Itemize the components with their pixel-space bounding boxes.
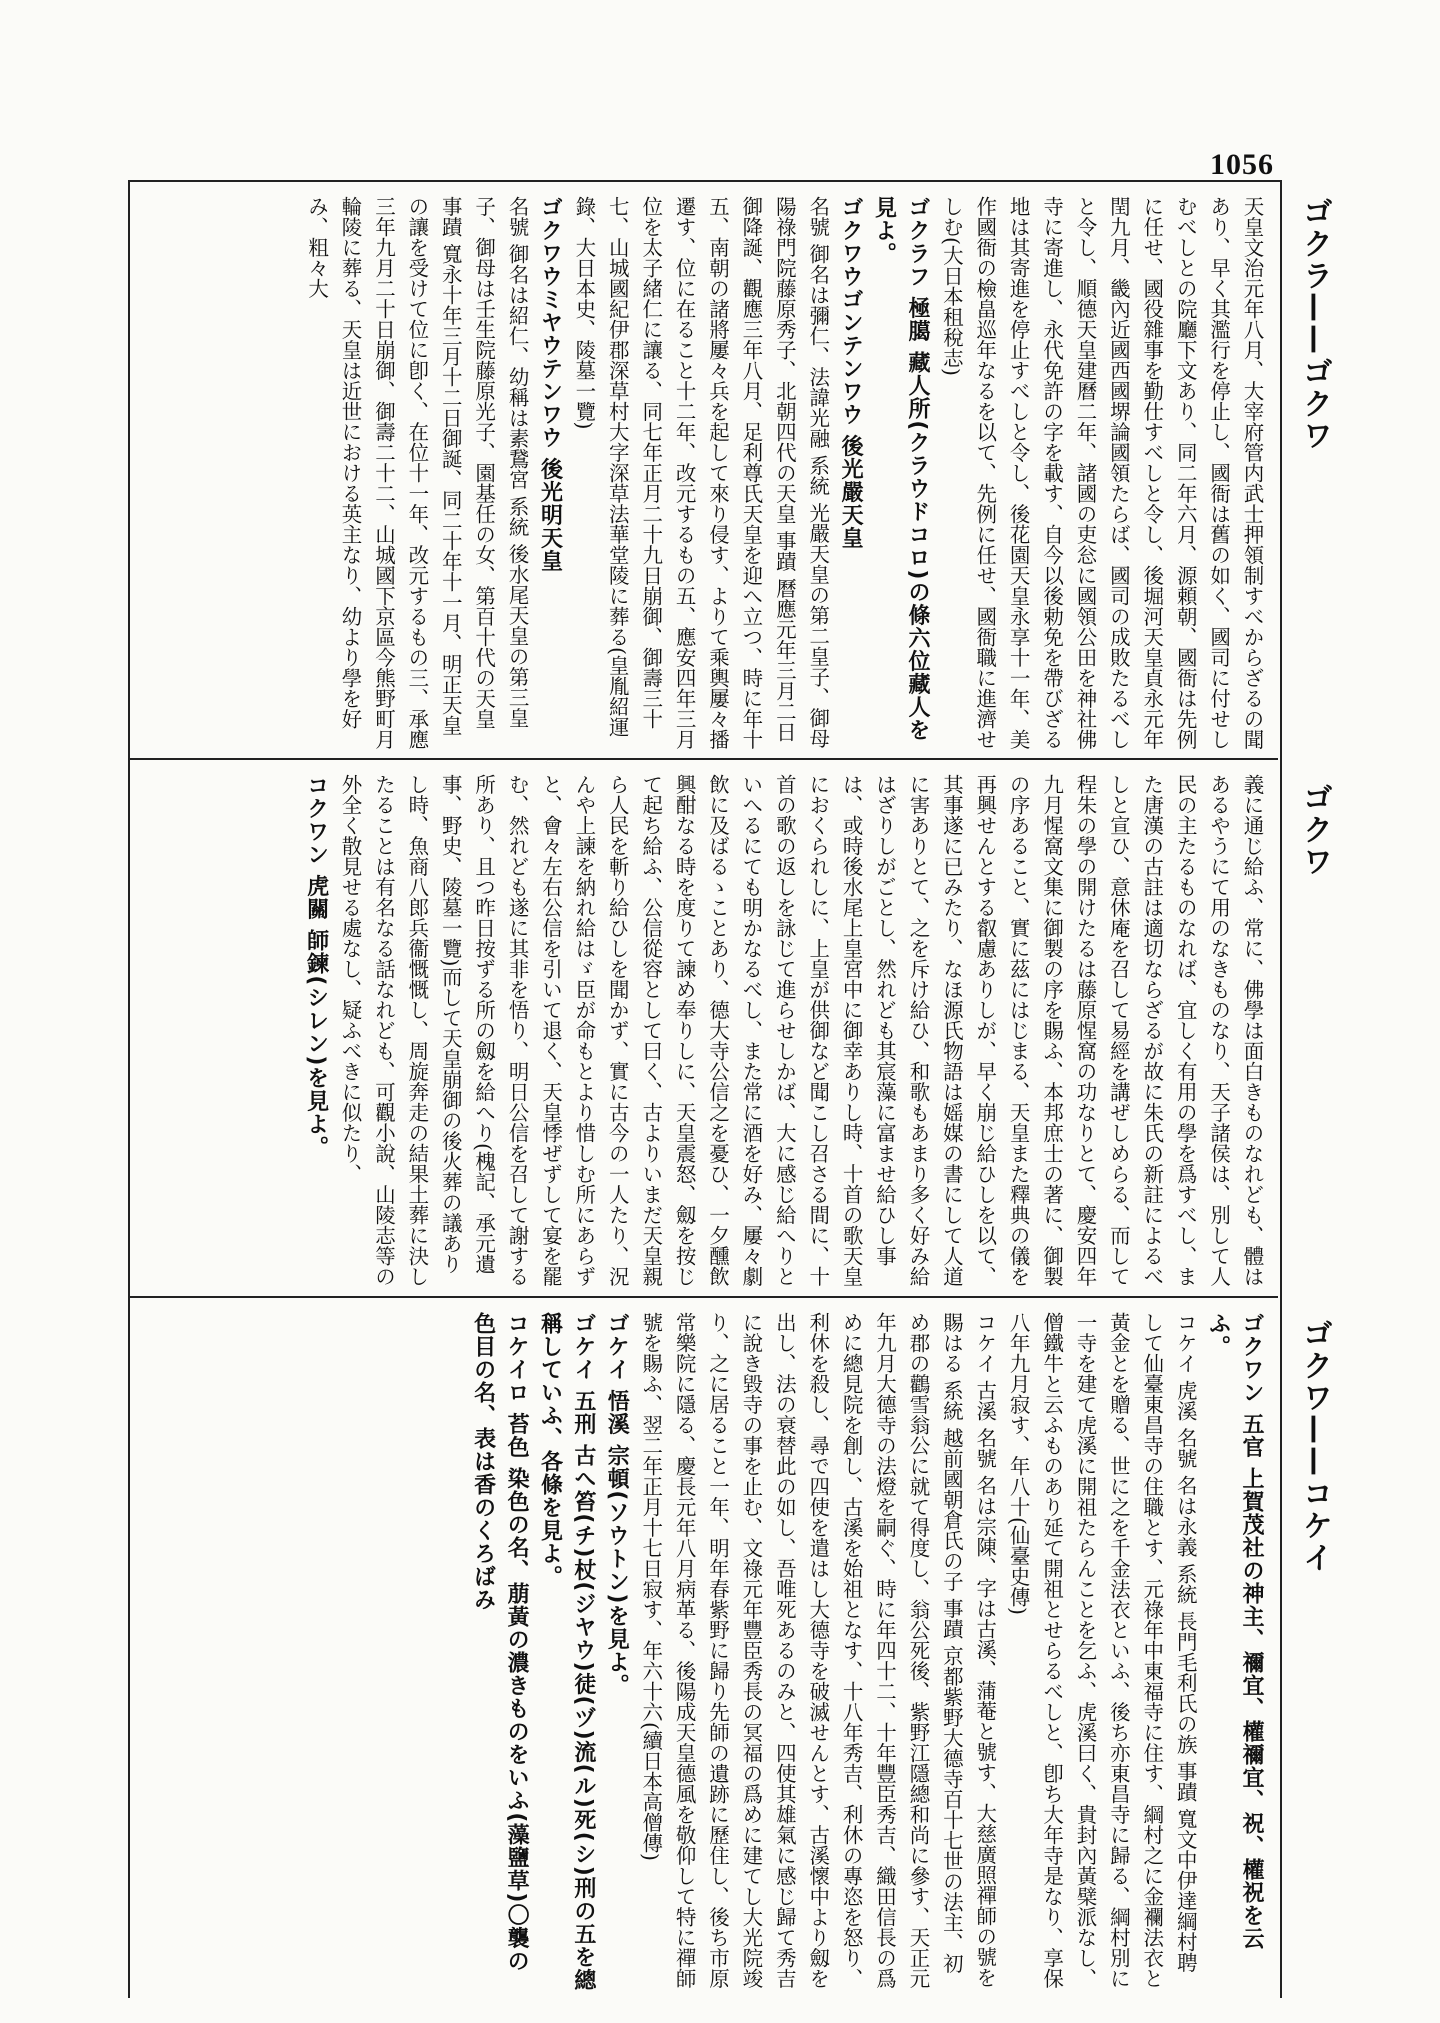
entry-text: 名號 御名は紹仁、幼稱は素鵞宮 系統 後水尾天皇の第三皇子、御母は壬生院藤原光子、園基任の女、第百十代の天皇 事蹟 寬永十年三月十二日御誕、同二十年十一月、明正天皇の讓を受けて位に卽く、在位十一年、改元するもの三、承應三年九月二十日崩御、御壽二十二、山城國下京區今熊野町月輪陵に葬る、天皇は近世における英主なり、幼より學を好み、粗々大	[304, 196, 530, 750]
entry-text: 義に通じ給ふ、常に、佛學は面白きものなれども、體はあるやうにて用のなきものなり、天子諸侯は、別して人民の主たるものなれば、宜しく有用の學を爲すべし、また唐漢の古註は適切ならざるが故に朱氏の新註によるべしと宣ひ、意休庵を召して易經を講ぜしめらる、而して程朱の學の開けたるは藤原惺窩の功なりとて、慶安四年九月惺窩文集に御製の序を賜ふ、本邦庶士の著に、御製の序あること、實に茲にはじまる、天皇また釋典の儀を再興せんとする叡慮ありしが、早く崩じ給ひしを以て、其事遂に已みたり、なほ源氏物語は媱媒の書にして人道に害ありとて、之を斥け給ひ、和歌もあまり多く好み給はざりしがごとし、然れども其宸藻に富ませ給ひし事は、或時後水尾上皇宮中に御幸ありし時、十首の歌天皇におくられしに、上皇が供御など聞こし召さる間に、十首の歌の返しを詠じて進らせしかば、大に感じ給へりといへるにても明かなるべし、また常に酒を好み、屢々劇飲に及ばるゝことあり、德大寺公信之を憂ひ、一夕醺飲興酣なる時を度りて諫め奉りしに、天皇震怒、劔を按じて起ち給ふ、公信從容として曰く、古よりいまだ天皇親ら人民を斬り給ひしを聞かず、實に古今の一人たり、況んや上諫を納れ給はゞ臣が命もとより惜しむ所にあらずと、會々左右公信を引いて退く、天皇悸ぜずして宴を罷む、然れども遂に其非を悟り、明日公信を召して謝する所あり、且つ昨日按ずる所の劔を給へり(槐記、承元遺事、野史、陵墓一覽)而して天皇崩御の後火葬の議ありし時、魚商八郎兵衞慨慨し、周旋奔走の結果土葬に決したることは有名なる話なれども、可觀小說、山陵志等の外全く散見せる處なし、疑ふべきに似たり、	[338, 774, 1264, 1287]
running-head-2: ゴクワ	[1297, 782, 1332, 878]
section-divider-1	[128, 758, 1278, 760]
entry-headword: ゴクワン 五官 上賀茂社の神主、禰宜、權禰宜、祝、權祝を云ふ。	[1205, 1312, 1264, 1951]
entry-headword: ゴクラフ 極臈 藏人所(クラウドコロ)の條六位藏人を見よ。	[871, 196, 930, 742]
entry-headword: ゴクワウゴンテンワウ 後光嚴天皇	[838, 196, 864, 550]
entry-headword: ゴケイ 悟溪 宗頓(ソウトン)を見よ。	[604, 1312, 630, 1697]
section-3	[140, 1312, 1268, 1992]
entry-headword: ゴクワウミヤウテンワウ 後光明天皇	[537, 196, 563, 573]
entry-headword: コクワン 虎關 師鍊(シレン)を見よ。	[303, 774, 329, 1159]
entry-text: コケイ 虎溪 名號 名は永義 系統 長門毛利氏の族 事蹟 寬文中伊達綱村聘して仙臺東昌寺の住職とす、元祿年中東福寺に住す、綱村之に金襴法衣と黃金とを贈る、世に之を千金法衣といふ、後ち亦東昌寺に歸る、綱村別に一寺を建て虎溪に開祖たらんことを乞ふ、虎溪曰く、貴封內黃檗派なし、僧鐵牛と云ふものあり延て開祖とせらるべしと、卽ち大年寺是なり、享保八年九月寂す、年八十(仙臺史傳)	[1006, 1312, 1198, 1989]
running-head-1: ゴクラ——ゴクワ	[1297, 196, 1332, 452]
section-1	[140, 196, 1268, 752]
entry-text: 天皇文治元年八月、大宰府管内武士押領制すべからざるの聞あり、早く其濫行を停止し、國衙は舊の如く、國司に付せしむべしとの院廳下文あり、同二年六月、源頼朝、國衙は先例に任せ、國役雜事を勤仕すべしと令し、後堀河天皇貞永元年閏九月、畿內近國西國堺論國領たらば、國司の成敗たるべしと令し、順德天皇建曆二年、諸國の吏忩に國領公田を神社佛寺に寄進し、永代免許の字を載す、自今以後勅免を帶びざる地は其寄進を停止すべしと令し、後花園天皇永享十一年、美作國衙の檢畠巡年なるを以て、先例に任せ、國衙職に進濟せしむ(大日本租稅志)	[939, 196, 1264, 750]
running-head-3: ゴクワ——コケイ	[1297, 1318, 1332, 1574]
entry-text: コケイ 古溪 名號 名は宗陳、字は古溪、蒲菴と號す、大慈廣照禪師の號を賜はる 系統 越前國朝倉氏の子 事蹟 京都紫野大德寺百十七世の法主、初め郡の鸛雪翁公に就て得度し、翁公死後、紫野江隱總和尚に參す、天正元年九月大德寺の法燈を嗣ぐ、時に年四十二、十年豐臣秀吉、織田信長の爲めに總見院を創し、古溪を始祖となす、十八年秀吉、利休の專恣を怒り、利休を殺し、尋で四使を遣はし大德寺を破滅せんとす、古溪懷中より劔を出し、法の衰替此の如し、吾唯死あるのみと、四使其雄氣に感じ歸て秀吉に說き毀寺の事を止む、文祿元年豐臣秀長の冥福の爲めに建てし大光院竣り、之に居ること一年、明年春紫野に歸り先師の遺跡に歷住し、後ち市原常樂院に隱る、慶長元年八月病革る、後陽成天皇德風を敬仰して特に禪師號を賜ふ、翌二年正月十七日寂す、年六十六(續日本高僧傳)	[638, 1312, 997, 1989]
entry-text: 名號 御名は彌仁、法諱光融 系統 光嚴天皇の第二皇子、御母陽祿門院藤原秀子、北朝四代の天皇 事蹟 曆應元年三月二日御降誕、觀應三年八月、足利尊氏天皇を迎へ立つ、時に年十五、南朝の諸將屢々兵を起して來り侵す、よりて乘輿屢々播遷す、位に在ること十二年、改元するもの五、應安四年三月位を太子緒仁に讓る、同七年正月二十九日崩御、御壽三十七、山城國紀伊郡深草村大字深草法華堂陵に葬る(皇胤紹運錄、大日本史、陵墓一覽)	[571, 196, 830, 750]
section-divider-2	[128, 1296, 1278, 1298]
entry-headword: コケイロ 苔色 染色の名、萠黃の濃きものをいふ(藻鹽草)〇襲の色目の名、表は香のくろばみ	[470, 1312, 530, 1973]
entry-headword: ゴケイ 五刑 古へ笞(チ)杖(ジヤウ)徒(ヅ)流(ル)死(シ)刑の五を總稱していふ、各條を見よ。	[537, 1312, 596, 1992]
page-number: 1056	[1210, 148, 1274, 181]
section-2	[140, 774, 1268, 1290]
